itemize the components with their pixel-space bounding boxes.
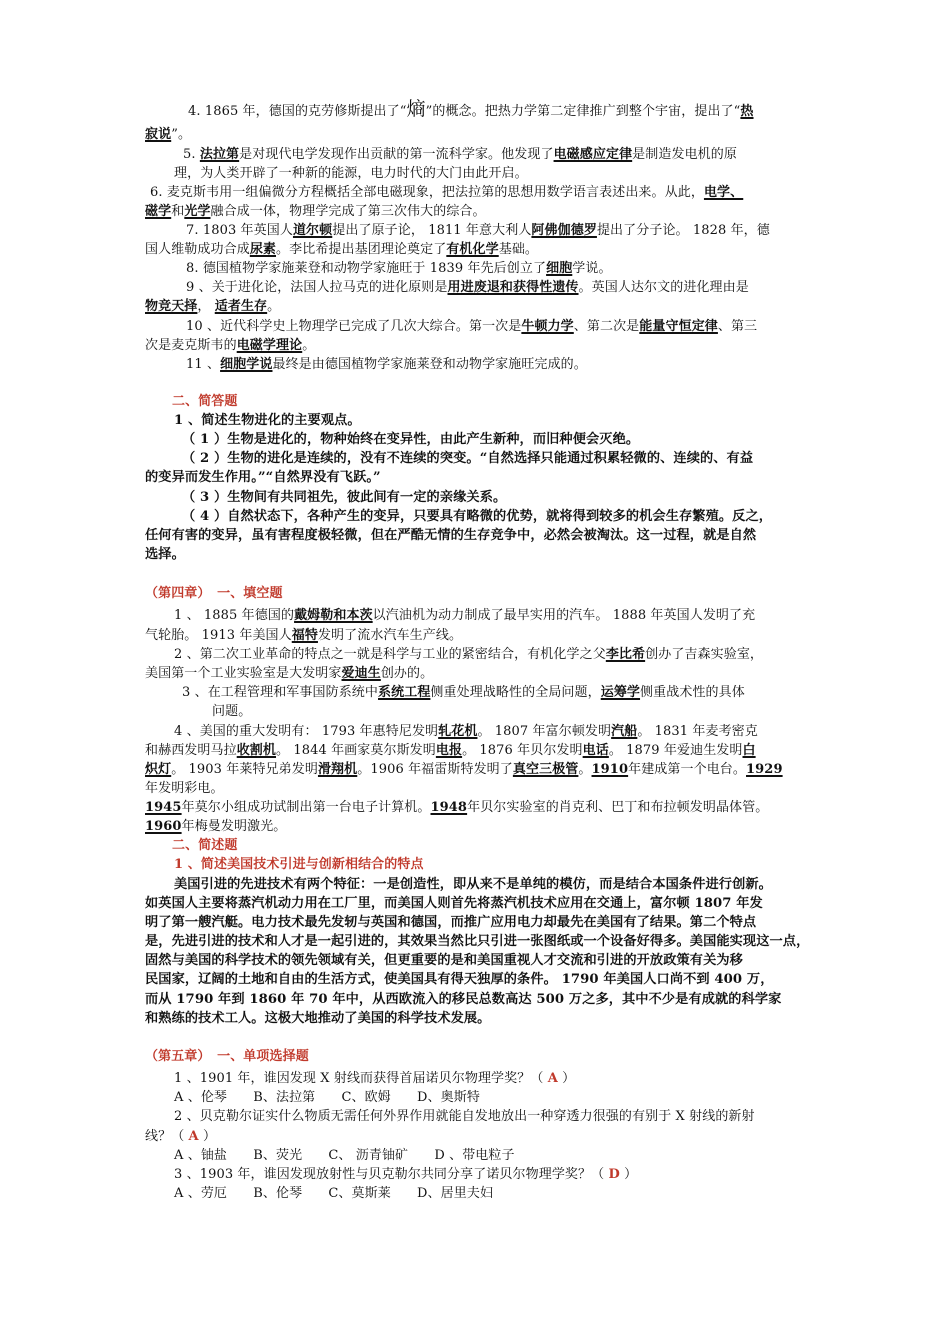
question-text: 1 、1901 年，谁因发现 X 射线而获得首届诺贝尔物理学奖？（ [174, 1071, 544, 1086]
text: 侧重战术性的具体 [640, 685, 745, 700]
answer: 物竞天择 [145, 299, 198, 314]
fill-item-7 [186, 221, 770, 240]
text: 美国第一个工业实验室是大发明家 [145, 666, 342, 681]
answer: 福特 [291, 628, 318, 643]
question-text: 2 、贝克勒尔证实什么物质无需任何外界作用就能自发地放出一种穿透力很强的有别于 X 射线的新射 [174, 1109, 755, 1124]
chapter-heading: （第五章） 一、单项选择题 [145, 1049, 309, 1064]
text: 侧重处理战略性的全局问题， [430, 685, 601, 700]
para-line: 和熟练的技术工人。这极大地推动了美国的科学技术发展。 [145, 1011, 491, 1026]
text: 、第三 [717, 319, 758, 334]
text: 年梅曼发明激光。 [181, 819, 287, 834]
fill-item-4 [188, 100, 754, 121]
fill-item-9-cont [145, 297, 280, 316]
text: 是制造发电机的原 [632, 147, 737, 162]
answer: 阿佛伽德罗 [531, 223, 597, 238]
answer-letter: A [547, 1071, 558, 1086]
answer-line: （ 3 ）生物间有共同祖先，彼此间有一定的亲缘关系。 [182, 490, 507, 505]
answer: 1948 [430, 800, 468, 815]
answer: 电话 [582, 743, 609, 758]
entropy-char: 熵 [406, 98, 426, 120]
text: 9 、关于进化论，法国人拉马克的进化原则是 [186, 280, 448, 295]
text: ） [202, 1129, 217, 1144]
para-line: 民国家，辽阔的土地和自由的生活方式，使美国具有得天独厚的条件。 1790 年美国人口尚不到 400 万， [145, 972, 774, 987]
answer: 电磁学理论 [236, 338, 303, 353]
text: 。 1831 年麦考密克 [637, 724, 758, 739]
fill-item-10-cont [145, 336, 315, 355]
answer: 戴姆勒和本茨 [294, 608, 373, 623]
fill-item-5 [183, 145, 737, 164]
text: 。 [302, 338, 316, 353]
text: 融合成一体，物理学完成了第三次伟大的综合。 [210, 204, 486, 219]
text: 1 、 1885 年德国的 [174, 608, 295, 623]
question-text: 3 、1903 年，谁因发现放射性与贝克勒尔共同分享了诺贝尔物理学奖？（ [174, 1167, 605, 1182]
text: 2 、第二次工业革命的特点之一就是科学与工业的紧密结合，有机化学之父 [174, 647, 606, 662]
answer-line: 选择。 [145, 547, 185, 562]
text: 和赫西发明马拉 [145, 743, 237, 758]
ch4-item-4 [174, 722, 758, 741]
answer: 1945 [145, 800, 182, 815]
answer: 用进废退和获得性遗传 [447, 280, 579, 295]
ch4-item-2 [174, 645, 763, 664]
text: 以汽油机为动力制成了最早实用的汽车。 1888 年英国人发明了充 [372, 608, 756, 623]
text: 基础。 [498, 242, 539, 257]
answer-letter: A [188, 1129, 199, 1144]
text: 。 [578, 762, 592, 777]
answer: 电学、 [703, 185, 744, 200]
text: 年建成第一个电台。 [628, 762, 747, 777]
text: 。 1807 年富尔顿发明 [477, 724, 612, 739]
ch4-item-1 [174, 606, 755, 625]
text: 创办的。 [380, 666, 434, 681]
answer: 1960 [145, 819, 182, 834]
answer: 系统工程 [378, 685, 431, 700]
fill-item-6 [150, 183, 743, 202]
text: 。英国人达尔文的进化理由是 [578, 280, 749, 295]
text: 10 、近代科学史上物理学已完成了几次大综合。第一次是 [186, 319, 522, 334]
answer: 收割机 [236, 743, 277, 758]
text: 、第二次是 [573, 319, 640, 334]
answer-line: 的变异而发生作用。”“自然界没有飞跃。” [145, 470, 381, 485]
ch4-item-4-cont5 [145, 817, 286, 836]
answer: 细胞 [546, 261, 573, 276]
answer: 细胞学说 [220, 357, 273, 372]
answer: 磁学 [145, 204, 172, 219]
question-title: 1 、简述美国技术引进与创新相结合的特点 [174, 857, 424, 872]
answer-line: 任何有害的变异，虽有害程度极轻微，但在严酷无情的生存竞争中，必然会被淘汰。这一过程，就是自然 [145, 528, 757, 543]
ch4-item-4-cont4 [145, 798, 768, 817]
para-line: 明了第一艘汽艇。电力技术最先发轫与英国和德国，而推广应用电力却最先在美国有了结果。第二个特点 [145, 915, 757, 930]
fill-item-5-cont [174, 164, 528, 183]
text: 学说。 [572, 261, 612, 276]
question-title: 1 、简述生物进化的主要观点。 [174, 413, 361, 428]
para-line: 如英国人主要将蒸汽机动力用在工厂里，而美国人则首先将蒸汽机技术应用在交通上，富尔顿 1807 年发 [145, 896, 763, 911]
text: 发明了流水汽车生产线。 [317, 628, 463, 643]
chapter-heading: （第四章） 一、填空题 [145, 586, 283, 601]
text: 问题。 [212, 704, 252, 719]
fill-item-10 [186, 317, 757, 336]
text: 创办了吉森实验室， [645, 647, 764, 662]
text: 。 1879 年爱迪生发明 [608, 743, 743, 758]
answer: 热 [740, 104, 754, 119]
fill-item-9 [186, 278, 749, 297]
mc-question-2 [174, 1107, 755, 1126]
answer: 有机化学 [446, 242, 499, 257]
text: 5. [183, 147, 196, 162]
answer: 炽灯 [145, 762, 172, 777]
para-line: 美国引进的先进技术有两个特征：一是创造性，即从来不是单纯的模仿，而是结合本国条件进行创新。 [174, 877, 772, 892]
mc-question-1 [174, 1069, 575, 1088]
answer-line: （ 4 ）自然状态下，各种产生的变异，只要具有略微的优势，就将得到较多的机会生存繁殖。反之， [182, 509, 773, 524]
answer: 牛顿力学 [521, 319, 574, 334]
text: 年发明彩电。 [145, 781, 224, 796]
text: 气轮胎。 1913 年美国人 [145, 628, 292, 643]
answer: 运筹学 [600, 685, 641, 700]
ch4-item-3 [182, 683, 745, 702]
answer: 滑翔机 [317, 762, 358, 777]
answer: 1929 [746, 762, 783, 777]
text: 。 [267, 299, 281, 314]
answer: 轧花机 [438, 724, 478, 739]
ch4-item-2-cont [145, 664, 433, 683]
answer-letter: D [608, 1167, 620, 1182]
text: 11 、 [186, 357, 221, 372]
text: 。 1903 年莱特兄弟发明 [171, 762, 318, 777]
text: 年莫尔小组成功试制出第一台电子计算机。 [181, 800, 431, 815]
text: ”的概念。把热力学第二定律推广到整个宇宙，提出了“ [425, 104, 741, 119]
text: 理，为人类开辟了一种新的能源，电力时代的大门由此开启。 [174, 166, 528, 181]
ch4-item-4-cont3 [145, 779, 224, 798]
answer: 尿素 [249, 242, 277, 257]
text: 次是麦克斯韦的 [145, 338, 237, 353]
text: 提出了原子论， 1811 年意大利人 [332, 223, 532, 238]
answer-line: （ 1 ）生物是进化的，物种始终在变异性，由此产生新种，而旧种便会灭绝。 [182, 432, 640, 447]
answer: 1910 [591, 762, 629, 777]
section-heading: 二、简述题 [172, 838, 238, 853]
answer: 真空三极管 [512, 762, 579, 777]
mc-question-3 [174, 1165, 637, 1184]
fill-item-7-cont [145, 240, 538, 259]
section-heading: 二、简答题 [172, 394, 238, 409]
answer-line: （ 2 ）生物的进化是连续的，没有不连续的突变。“自然选择只能通过积累轻微的、连续的、有益 [182, 451, 754, 466]
answer: 爱迪生 [341, 666, 381, 681]
mc-question-2-cont [145, 1127, 216, 1146]
ch4-item-4-cont2 [145, 760, 783, 779]
text: ， [197, 299, 211, 314]
answer: 适者生存 [214, 299, 268, 314]
answer: 能量守恒定律 [639, 319, 718, 334]
text: 。 1844 年画家莫尔斯发明 [276, 743, 436, 758]
mc-options-1: A 、伦琴 B、法拉第 C、欧姆 D、奥斯特 [174, 1090, 480, 1105]
text: 6. 麦克斯韦用一组偏微分方程概括全部电磁现象，把法拉第的思想用数学语言表述出来。从此， [150, 185, 704, 200]
text: 。李比希提出基团理论奠定了 [276, 242, 447, 257]
text: ） [624, 1167, 638, 1182]
answer: 李比希 [605, 647, 646, 662]
text: 。1906 年福雷斯特发明了 [357, 762, 513, 777]
text: 。 1876 年贝尔发明 [462, 743, 583, 758]
text: 提出了分子论。 1828 年，德 [596, 223, 770, 238]
answer: 光学 [184, 204, 211, 219]
fill-item-6-cont [145, 202, 486, 221]
text: ） [562, 1071, 576, 1086]
text: ”。 [171, 127, 192, 142]
text: 7. 1803 年英国人 [186, 223, 293, 238]
fill-item-4-cont [145, 125, 191, 144]
answer: 法拉第 [199, 147, 240, 162]
answer: 电报 [435, 743, 463, 758]
fill-item-11 [186, 355, 587, 374]
answer: 白 [742, 743, 756, 758]
text: 4. 1865 年，德国的克劳修斯提出了“ [188, 104, 407, 119]
text: 线？（ [145, 1129, 185, 1144]
answer: 寂说 [145, 127, 172, 142]
answer: 汽船 [611, 724, 638, 739]
para-line: 是，先进引进的技术和人才是一起引进的，其效果当然比只引进一张图纸或一个设备好得多。美国能实现这一点， [145, 934, 810, 949]
text: 最终是由德国植物学家施莱登和动物学家施旺完成的。 [272, 357, 587, 372]
text: 年贝尔实验室的肖克利、巴丁和布拉顿发明晶体管。 [467, 800, 769, 815]
answer: 电磁感应定律 [553, 147, 633, 162]
text: 8. 德国植物学家施莱登和动物学家施旺于 1839 年先后创立了 [186, 261, 547, 276]
mc-options-3: A 、劳厄 B、伦琴 C、莫斯莱 D、居里夫妇 [174, 1186, 494, 1201]
para-line: 而从 1790 年到 1860 年 70 年中，从西欧流入的移民总数高达 500 万之多，其中不少是有成就的科学家 [145, 992, 782, 1007]
text: 和 [171, 204, 185, 219]
para-line: 固然与美国的科学技术的领先领域有关，但更重要的是和美国重视人才交流和引进的开放政策有关为移 [145, 953, 743, 968]
ch4-item-4-cont1 [145, 741, 756, 760]
ch4-item-3-cont [212, 702, 251, 721]
answer: 道尔顿 [292, 223, 333, 238]
text: 是对现代电学发现作出贡献的第一流科学家。他发现了 [239, 147, 554, 162]
ch4-item-1-cont [145, 626, 462, 645]
fill-item-8 [186, 259, 612, 278]
text: 4 、美国的重大发明有： 1793 年惠特尼发明 [174, 724, 439, 739]
text: 3 、在工程管理和军事国防系统中 [182, 685, 379, 700]
text: 国人维勒成功合成 [145, 242, 250, 257]
mc-options-2: A 、铀盐 B、荧光 C、 沥青铀矿 D 、带电粒子 [174, 1148, 515, 1163]
